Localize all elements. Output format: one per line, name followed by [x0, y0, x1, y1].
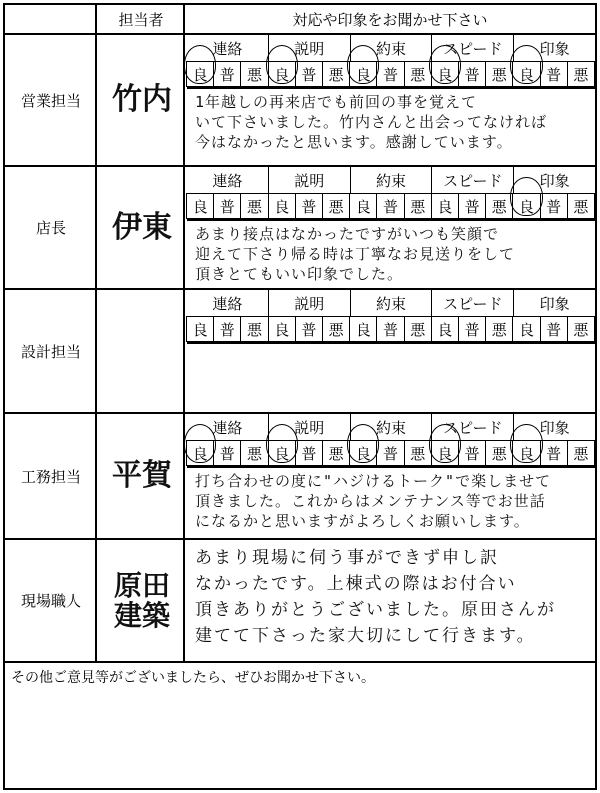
staff-name-line1: 原田: [113, 569, 170, 603]
rating-option[interactable]: 悪: [240, 440, 268, 466]
rating-option[interactable]: 普: [295, 440, 323, 466]
staff-signature: [99, 290, 185, 412]
rating-group: [269, 316, 351, 342]
rating-option[interactable]: 悪: [240, 316, 268, 342]
rating-group: [513, 440, 595, 466]
category-label: 連絡: [187, 35, 269, 61]
role-label: 店長: [35, 219, 66, 237]
category-label: スピード: [432, 167, 514, 193]
other-comments-prompt: その他ご意見等がございましたら、ぜひお聞かせ下さい。: [11, 670, 375, 686]
rating-option[interactable]: 普: [458, 193, 486, 219]
comment-area[interactable]: [187, 221, 595, 284]
evaluation-column-header: 対応や印象をお聞かせ下さい: [185, 5, 595, 35]
rating-option[interactable]: 普: [458, 61, 486, 87]
category-label: 約束: [351, 414, 433, 440]
rating-option[interactable]: 悪: [404, 193, 432, 219]
comment-line: 頂きました。これからはメンテナンス等でお世話: [195, 492, 546, 510]
rating-options-row: [187, 440, 595, 468]
rating-option[interactable]: 悪: [240, 193, 268, 219]
rating-options-row: [187, 193, 595, 221]
category-label: 連絡: [187, 167, 269, 193]
rating-group: [432, 316, 514, 342]
rating-option[interactable]: 悪: [485, 61, 513, 87]
rating-group: [187, 440, 269, 466]
rating-option[interactable]: 悪: [404, 440, 432, 466]
category-label: 約束: [351, 290, 433, 316]
rating-group: [350, 193, 432, 219]
role-label: 工務担当: [20, 467, 81, 486]
rating-option[interactable]: 良: [349, 193, 377, 219]
role-label: 営業担当: [20, 91, 81, 110]
rating-option[interactable]: 良: [349, 316, 377, 342]
rating-option[interactable]: 悪: [485, 193, 513, 219]
rating-option[interactable]: 普: [295, 61, 323, 87]
rating-option[interactable]: 普: [213, 316, 241, 342]
rating-option[interactable]: 悪: [485, 316, 513, 342]
rating-group: [187, 193, 269, 219]
rating-option[interactable]: 良: [431, 316, 459, 342]
rating-option-selected[interactable]: 良: [431, 61, 459, 87]
rating-option[interactable]: 普: [376, 193, 404, 219]
rating-option[interactable]: 普: [376, 440, 404, 466]
rating-option[interactable]: 悪: [322, 61, 350, 87]
rating-option[interactable]: 悪: [404, 316, 432, 342]
rating-option[interactable]: 悪: [567, 440, 595, 466]
rating-option[interactable]: 普: [540, 316, 568, 342]
category-label: 印象: [539, 39, 570, 58]
rating-option-selected[interactable]: 良: [512, 193, 540, 219]
role-label: 設計担当: [20, 342, 81, 361]
rating-option[interactable]: 普: [376, 61, 404, 87]
rating-option-selected[interactable]: 良: [268, 61, 296, 87]
rating-group: [513, 193, 595, 219]
category-label: 約束: [351, 167, 433, 193]
comment-area[interactable]: [187, 468, 595, 531]
category-label: 印象: [539, 294, 570, 313]
rating-option[interactable]: 普: [458, 440, 486, 466]
comment-line: 打ち合わせの度に"ハジけるトーク"で楽しませて: [195, 472, 552, 490]
staff-name-line2: 建築: [113, 598, 170, 632]
category-header-row: [187, 290, 595, 316]
rating-group: [350, 440, 432, 466]
category-label: 約束: [351, 35, 433, 61]
comment-area[interactable]: [187, 344, 595, 347]
rating-option[interactable]: 悪: [322, 440, 350, 466]
rating-option-selected[interactable]: 良: [512, 61, 540, 87]
rating-options-row: [187, 61, 595, 89]
rating-option[interactable]: 良: [186, 193, 214, 219]
rating-group: [432, 61, 514, 87]
rating-group: [432, 440, 514, 466]
staff-column-header: 担当者: [97, 5, 185, 35]
category-label: 説明: [269, 167, 351, 193]
rating-group: [269, 61, 351, 87]
rating-option-selected[interactable]: 良: [431, 440, 459, 466]
rating-option-selected[interactable]: 良: [268, 440, 296, 466]
comment-line: あまり接点はなかったですがいつも笑顔で: [195, 225, 500, 243]
staff-signature: 平賀: [112, 458, 172, 494]
rating-option-selected[interactable]: 良: [186, 61, 214, 87]
rating-option[interactable]: 悪: [567, 61, 595, 87]
category-label: スピード: [432, 35, 514, 61]
evaluation-block: [187, 167, 595, 288]
comment-line: いて下さいました。竹内さんと出会ってなければ: [195, 113, 548, 131]
rating-option[interactable]: 普: [295, 193, 323, 219]
rating-option-selected[interactable]: 良: [186, 440, 214, 466]
rating-option[interactable]: 悪: [322, 193, 350, 219]
rating-option[interactable]: 良: [431, 193, 459, 219]
rating-option[interactable]: 普: [213, 193, 241, 219]
category-label: 印象: [539, 418, 570, 437]
rating-option[interactable]: 普: [376, 316, 404, 342]
comment-area[interactable]: [187, 89, 595, 152]
rating-group: [513, 61, 595, 87]
rating-option[interactable]: 悪: [485, 440, 513, 466]
staff-signature-craftsman: [99, 540, 185, 661]
category-label: 印象: [539, 171, 570, 190]
category-label: 連絡: [187, 290, 269, 316]
rating-group: [187, 61, 269, 87]
comment-line: 今はなかったと思います。感謝しています。: [195, 133, 513, 151]
category-label: スピード: [432, 290, 514, 316]
feedback-form: [3, 3, 597, 790]
rating-group: [432, 193, 514, 219]
craftsman-comment[interactable]: [187, 540, 600, 666]
rating-option[interactable]: 良: [268, 316, 296, 342]
comment-line: なかったです。上棟式の際はお付合い: [195, 574, 517, 594]
rating-group: [350, 316, 432, 342]
rating-group: [269, 193, 351, 219]
comment-line: 頂きとてもいい印象でした。: [195, 265, 404, 283]
category-label: 説明: [269, 35, 351, 61]
rating-option[interactable]: 普: [213, 61, 241, 87]
rating-option[interactable]: 普: [540, 61, 568, 87]
category-label: 説明: [269, 414, 351, 440]
category-label: 連絡: [187, 414, 269, 440]
rating-option[interactable]: 悪: [567, 193, 595, 219]
staff-signature: 伊東: [112, 209, 172, 245]
rating-option-selected[interactable]: 良: [349, 440, 377, 466]
staff-signature: 竹内: [112, 82, 172, 118]
rating-options-row: [187, 316, 595, 344]
rating-option[interactable]: 悪: [322, 316, 350, 342]
rating-group: [187, 316, 269, 342]
rating-option[interactable]: 普: [295, 316, 323, 342]
comment-line: あまり現場に伺う事ができず申し訳: [195, 548, 499, 568]
rating-option[interactable]: 普: [540, 440, 568, 466]
evaluation-block: [187, 414, 595, 538]
category-label: 説明: [269, 290, 351, 316]
evaluation-block: [187, 35, 595, 165]
rating-option[interactable]: 良: [512, 316, 540, 342]
rating-option-selected[interactable]: 良: [349, 61, 377, 87]
rating-option[interactable]: 普: [213, 440, 241, 466]
rating-group: [269, 440, 351, 466]
rating-option-selected[interactable]: 良: [512, 440, 540, 466]
rating-option[interactable]: 良: [268, 193, 296, 219]
comment-line: 頂きありがとうございました。原田さんが: [195, 600, 556, 620]
category-label: スピード: [432, 414, 514, 440]
rating-option[interactable]: 悪: [404, 61, 432, 87]
rating-option[interactable]: 悪: [567, 316, 595, 342]
rating-group: [513, 316, 595, 342]
rating-group: [350, 61, 432, 87]
role-column-header: [5, 5, 97, 35]
comment-line: 迎えて下さり帰る時は丁寧なお見送りをして: [195, 245, 516, 263]
comment-line: 建てて下さった家大切にして行きます。: [195, 626, 536, 646]
rating-option[interactable]: 悪: [240, 61, 268, 87]
rating-option[interactable]: 普: [458, 316, 486, 342]
rating-option[interactable]: 良: [186, 316, 214, 342]
role-label-craftsman: 現場職人: [20, 592, 81, 610]
rating-option[interactable]: 普: [540, 193, 568, 219]
comment-line: 1年越しの再来店でも前回の事を覚えて: [195, 93, 478, 111]
comment-line: になるかと思いますがよろしくお願いします。: [195, 512, 530, 530]
evaluation-block: [187, 290, 595, 412]
